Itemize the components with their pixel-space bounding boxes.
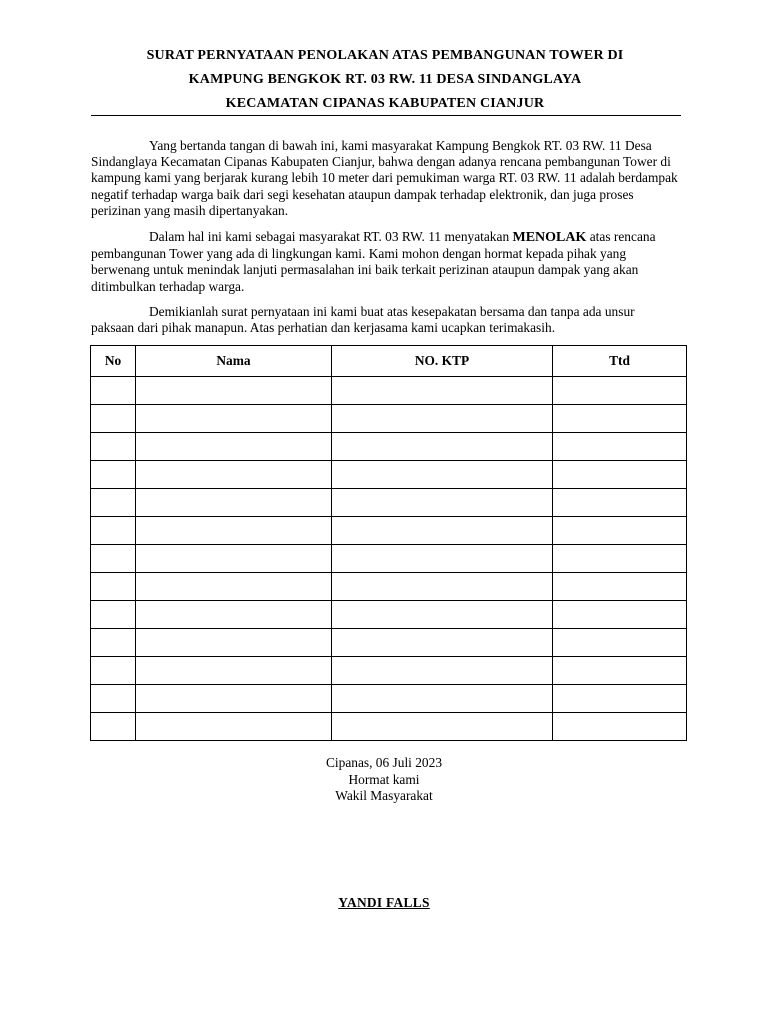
paragraph-closing: Demikianlah surat pernyataan ini kami buat atas kesepakatan bersama dan tanpa ada unsur paksaan dari pihak manapun. Atas perhatian dan kerjasama kami ucapkan terimakasih. <box>91 304 635 336</box>
table-row <box>91 405 687 433</box>
cell-ktp <box>332 377 553 405</box>
cell-ttd <box>553 405 687 433</box>
cell-ktp <box>332 601 553 629</box>
cell-ttd <box>553 601 687 629</box>
table-row <box>91 517 687 545</box>
cell-ttd <box>553 489 687 517</box>
header-ttd: Ttd <box>553 346 687 377</box>
cell-ttd <box>553 377 687 405</box>
cell-no <box>91 377 136 405</box>
paragraph-statement <box>91 229 681 295</box>
table-row <box>91 713 687 741</box>
cell-ttd <box>553 713 687 741</box>
cell-no <box>91 657 136 685</box>
cell-nama <box>136 601 332 629</box>
closing-greeting: Hormat kami <box>348 771 420 787</box>
title-divider <box>91 115 681 116</box>
cell-ttd <box>553 657 687 685</box>
table-row <box>91 461 687 489</box>
cell-no <box>91 545 136 573</box>
cell-no <box>91 433 136 461</box>
cell-nama <box>136 685 332 713</box>
cell-no <box>91 685 136 713</box>
cell-ttd <box>553 685 687 713</box>
cell-ktp <box>332 713 553 741</box>
statement-text-after: atas rencana pembangunan Tower yang ada di lingkungan kami. Kami mohon dengan hormat kepada pihak yang berwenang untuk menindak lanjuti permasalahan ini baik terkait perizinan ataupun dampak yang akan ditimbulkan terhadap warga. <box>91 229 656 294</box>
table-row <box>91 657 687 685</box>
table-row <box>91 573 687 601</box>
signer-name: YANDI FALLS <box>338 895 430 910</box>
closing-block <box>234 755 534 805</box>
cell-no <box>91 573 136 601</box>
header-ktp: NO. KTP <box>332 346 553 377</box>
title-line-1: SURAT PERNYATAAN PENOLAKAN ATAS PEMBANGUNAN TOWER DI <box>146 48 624 63</box>
cell-no <box>91 461 136 489</box>
cell-nama <box>136 657 332 685</box>
cell-ttd <box>553 573 687 601</box>
title-line-2: KAMPUNG BENGKOK RT. 03 RW. 11 DESA SINDANGLAYA <box>188 72 582 87</box>
cell-nama <box>136 629 332 657</box>
cell-ktp <box>332 657 553 685</box>
cell-ktp <box>332 517 553 545</box>
table-row <box>91 685 687 713</box>
cell-nama <box>136 573 332 601</box>
table-header-row <box>91 346 687 377</box>
cell-ktp <box>332 629 553 657</box>
cell-ktp <box>332 489 553 517</box>
cell-ktp <box>332 433 553 461</box>
signature-table <box>90 345 687 741</box>
cell-nama <box>136 461 332 489</box>
closing-role: Wakil Masyarakat <box>335 788 433 803</box>
cell-no <box>91 489 136 517</box>
title-line-3: KECAMATAN CIPANAS KABUPATEN CIANJUR <box>225 96 545 111</box>
header-nama: Nama <box>136 346 332 377</box>
place-date: Cipanas, 06 Juli 2023 <box>325 755 443 770</box>
table-row <box>91 489 687 517</box>
table-row <box>91 545 687 573</box>
cell-no <box>91 405 136 433</box>
document-title <box>90 44 680 116</box>
cell-nama <box>136 713 332 741</box>
statement-emphasis: MENOLAK <box>512 230 587 245</box>
cell-nama <box>136 433 332 461</box>
cell-ktp <box>332 573 553 601</box>
cell-ktp <box>332 405 553 433</box>
statement-text-before: Dalam hal ini kami sebagai masyarakat RT. 03 RW. 11 menyatakan <box>149 229 513 244</box>
cell-ttd <box>553 545 687 573</box>
table-row <box>91 601 687 629</box>
cell-ktp <box>332 545 553 573</box>
cell-ttd <box>553 433 687 461</box>
paragraph-intro: Yang bertanda tangan di bawah ini, kami masyarakat Kampung Bengkok RT. 03 RW. 11 Desa Sindanglaya Kecamatan Cipanas Kabupaten Cianjur, bahwa dengan adanya rencana pembangunan Tower di kampung kami yang berjarak kurang lebih 10 meter dari pemukiman warga RT. 03 RW. 11 adalah berdampak negatif terhadap warga baik dari segi kesehatan ataupun dampak terhadap elektronik, dan juga proses perizinan yang masih dipertanyakan. <box>91 138 678 218</box>
cell-ktp <box>332 461 553 489</box>
cell-ttd <box>553 461 687 489</box>
signature-table-body <box>91 377 687 741</box>
cell-ktp <box>332 685 553 713</box>
table-row <box>91 629 687 657</box>
cell-ttd <box>553 517 687 545</box>
cell-nama <box>136 377 332 405</box>
cell-nama <box>136 545 332 573</box>
cell-no <box>91 601 136 629</box>
table-row <box>91 377 687 405</box>
cell-no <box>91 713 136 741</box>
cell-ttd <box>553 629 687 657</box>
cell-nama <box>136 517 332 545</box>
cell-no <box>91 517 136 545</box>
cell-no <box>91 629 136 657</box>
cell-nama <box>136 405 332 433</box>
cell-nama <box>136 489 332 517</box>
header-no: No <box>91 346 136 377</box>
table-row <box>91 433 687 461</box>
